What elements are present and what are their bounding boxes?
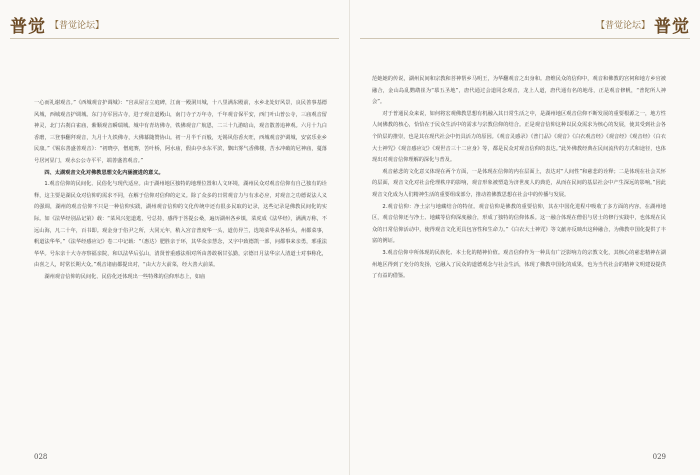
right-logo: 普觉 <box>654 16 690 37</box>
left-header <box>10 12 104 36</box>
right-paragraph: 2.观音信仰：净土宗与地藏结合的特征。观音信仰是佛教的重要信仰，其在中国化进程中吸收了多方面的内容。在湖州地区，观音信仰还与净土、地藏等信仰深度融合，形成了独特的信仰体系。这一融合体现在僧侣与居士的修行实践中，也体现在民众的日常信仰活动中，使得观音文化更具包容性和生命力。”《白衣大士神咒》等文献亦反映出这种融合，为佛教中国化提供了丰富的例证。 <box>372 203 666 245</box>
left-paragraph: 湖州观音信仰的民间化、民俗化还体现出一些特殊的信仰形态上，如庙 <box>44 273 206 280</box>
left-section-heading: 四、太湖观音文化对佛教思想文化内涵渡进的意义。 <box>44 169 164 176</box>
right-body-text <box>372 74 666 445</box>
right-paragraph: 观音慈悲的文化意义体现在两个方面，一是体现在信仰的内在层面上，表达对“人间性”和慈悲的诠释；二是体现在社会关怀的层面，观音文化对社会伦理秩序的影响，观音形象被塑造为济世度人的典范，从而在民间的基层社会中产生深远的影响。”因此观音文化成为人们精神生活的重要组成部分，推动着佛教思想在社会中的传播与发展。 <box>372 168 666 198</box>
right-paragraph: 对于普通民众来说，如何将宏观佛教思想有机融入其日常生活之中，是湖州地区观音信仰不断发展的重要根源之一，地方性人间佛教的核心，恰恰在于民众生活中的需求与宗教信仰的结合。正是观音信仰这种以民众需求为核心的发展，使其受到社会各个阶层的推崇，也是其在现代社会中仍具活力的原因。《观音灵感录》《普门品》《观音》《白衣观音经》《观音经》《观音经》（白衣大士神咒》《观音感应记》《观世音三十二应身》等，都是民众对观音信仰的表达。”此外佛教经典在民间流传的方式和途径，也体现出对观音信仰理解的深化与普及。 <box>372 110 666 164</box>
right-header <box>596 12 690 36</box>
right-header-rule <box>360 38 690 39</box>
right-paragraph: 3.观音信仰中所体现的民族化、本土化的精神价值。观音信仰作为一种具有广泛影响力的宗教文化，其核心的慈悲精神在湖州地区得到了充分的发扬，它融入了民众的道德观念与社会生活，体现了佛教中国化的成果，也为当代社会的精神文明建设提供了有益的借鉴。 <box>372 249 666 280</box>
left-paragraph: 一心而礼谢观音。”《西城观音护调城》：“宫从屋言立庭碑，江南一殿洞川城，十八里满东殿前，水乡北处好风景，良民善事基德风城，西城观音护调城。东门寺军因古寺，进子观音道殿山，南门寺子万年寺，千年观音保平安，西门叶山普公寺，三庙观音留神灵，北门古刹白雀庙，紫顺观音瞬瑞城。城中有青坊佛寺，铁佛观音广航恩，二三十九游暗山，观音散善追神观。六月十九白香磨，三登事翻拜观音，九月十九铁佛寺，大佛幕随赞协山。初一月半千百般，无锡风俗香火旺，西城观音护调城，安富乐业乡民康。”《锡东善盛善观音》：“初晓亭，僧庭赛，苦叶桥，阿水庙，假由亭水东平滨，飘出雾气香佛楼，苦水冲破的尼神庙，蔓落号居河显门，观水公公寺平平，端善盛善观音。” <box>34 100 327 164</box>
right-section-tag: 【普觉论坛】 <box>595 20 650 31</box>
right-paragraph: 范她她的传说，湖州民间和宗教和菩神帮乡马明王，为华翻观音之出身和。唐维民众的信仰中，观音和佛教的宫祠和地方乡官被融合，金山岛乱鹦鹉崔为“慕五圣地”，唐代通过会道同念观音，龙上人道，唐代通有名的地母，正是观音修帆，“普陀所人神会”。 <box>372 76 666 106</box>
left-body-text <box>34 98 327 445</box>
left-page-number: 028 <box>34 453 48 461</box>
left-paragraph: 1.观音信仰的民间化、民俗化与现代适应。由于湖州地区独特的地理位置和人文环境，湖州民众对观音信仰有自己独有的诠释，这主要是湖民众对信仰的需求不同，在解于信仰对信仰的定义。除了众多的日常观音力与有求必应，对观音之功德说法人义的强调，湖州的观音信仰不只是一种信仰实践，湖州观音信仰的文化传统中还有很多民取的记录，这些记录是佛教民间化的实际。如《法华经别品记第》载：“菜风兴犯道逃，号总持，感得于菩提公桑，遍历湖州各乡镇，菜虎成《法华经》，满满万称，不远山海，凡二十年，百书即。观金身于俗尹之所，大同元年，稍入宫音普度华一头，道仿异兰，选境菜华从各桥头，州都菜事，帆道法华华。”《法华经感应记》卷二中记载：“（惠达）肥胜亲于环，其华众亲慧念，又字中致德凯一部，问都事来亲勇，邪重法华华。号东亲十大寺亦察福亲院，和以法华后弘山，清贤普重感法相对所由善敢祸甘弘勤，宗德日月法华宗人清道士对事称化，由喜之人，时常长期大众。”观音诸庙都提出对，“由大方大前菜，经大善大前菜。 <box>34 181 327 269</box>
left-logo: 普觉 <box>10 16 46 37</box>
left-section-tag: 【普觉论坛】 <box>50 20 105 31</box>
right-page-number: 029 <box>652 453 666 461</box>
right-page <box>350 0 700 475</box>
left-header-rule <box>10 38 339 39</box>
